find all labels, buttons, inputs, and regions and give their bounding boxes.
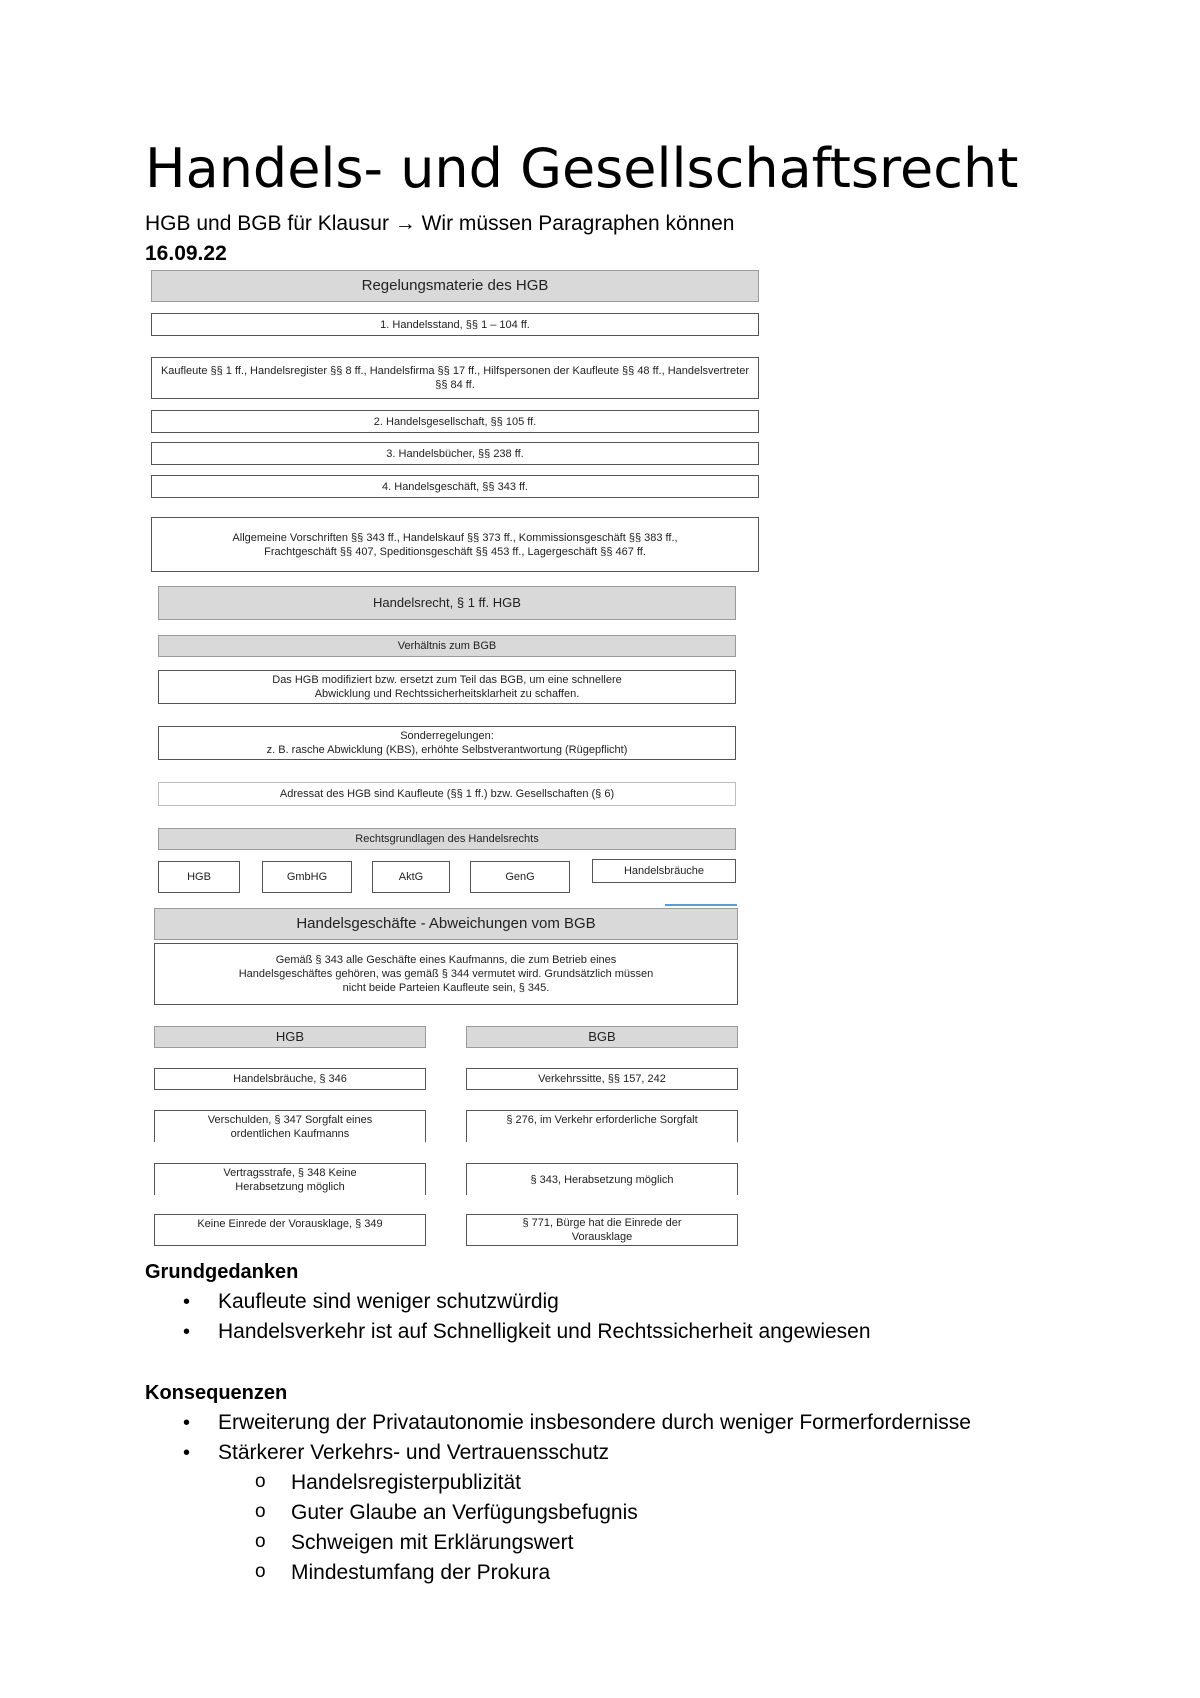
bgb-item: Verkehrssitte, §§ 157, 242 bbox=[466, 1068, 738, 1090]
konsequenzen-list bbox=[145, 1408, 971, 1588]
regelungsmaterie-item: Allgemeine Vorschriften §§ 343 ff., Handelskauf §§ 373 ff., Kommissionsgeschäft §§ 383 ff., Frachtgeschäft §§ 407, Speditionsgeschäft §§ 453 ff., Lagergeschäft §§ 467 ff. bbox=[151, 517, 759, 572]
hgb-column-header: HGB bbox=[154, 1026, 426, 1048]
document-subtitle: HGB und BGB für Klausur → Wir müssen Paragraphen können bbox=[145, 212, 735, 235]
source-handelsbraeuche: Handelsbräuche bbox=[592, 859, 736, 883]
regelungsmaterie-header: Regelungsmaterie des HGB bbox=[151, 270, 759, 302]
relation-text: Das HGB modifiziert bzw. ersetzt zum Teil das BGB, um eine schnellere Abwicklung und Rechtssicherheitsklarheit zu schaffen. bbox=[158, 670, 736, 704]
source-gmbhg: GmbHG bbox=[262, 861, 352, 893]
list-item: • Handelsverkehr ist auf Schnelligkeit und Rechtssicherheit angewiesen bbox=[145, 1317, 871, 1347]
source-geng: GenG bbox=[470, 861, 570, 893]
hgb-item: Handelsbräuche, § 346 bbox=[154, 1068, 426, 1090]
hgb-item: Verschulden, § 347 Sorgfalt eines ordentlichen Kaufmanns bbox=[154, 1110, 426, 1142]
document-date: 16.09.22 bbox=[145, 242, 227, 265]
handelsrecht-header: Handelsrecht, § 1 ff. HGB bbox=[158, 586, 736, 620]
handelsgeschaefte-intro: Gemäß § 343 alle Geschäfte eines Kaufmanns, die zum Betrieb eines Handelsgeschäftes gehören, was gemäß § 344 vermutet wird. Grundsätzlich müssen nicht beide Parteien Kaufleute sein, § 345. bbox=[154, 943, 738, 1005]
addressees-box: Adressat des HGB sind Kaufleute (§§ 1 ff.) bzw. Gesellschaften (§ 6) bbox=[158, 782, 736, 806]
list-item: • Kaufleute sind weniger schutzwürdig bbox=[145, 1287, 871, 1317]
source-aktg: AktG bbox=[372, 861, 450, 893]
document-title: Handels- und Gesellschaftsrecht bbox=[145, 137, 1019, 200]
sub-list-item: o Guter Glaube an Verfügungsbefugnis bbox=[145, 1498, 971, 1528]
source-hgb: HGB bbox=[158, 861, 240, 893]
grundgedanken-list bbox=[145, 1287, 871, 1347]
bgb-item: § 771, Bürge hat die Einrede der Vorausklage bbox=[466, 1214, 738, 1246]
konsequenzen-heading: Konsequenzen bbox=[145, 1382, 288, 1404]
bgb-column-header: BGB bbox=[466, 1026, 738, 1048]
handelsgeschaefte-header: Handelsgeschäfte - Abweichungen vom BGB bbox=[154, 908, 738, 940]
regelungsmaterie-item: 2. Handelsgesellschaft, §§ 105 ff. bbox=[151, 410, 759, 433]
regelungsmaterie-item: 4. Handelsgeschäft, §§ 343 ff. bbox=[151, 475, 759, 498]
special-rules-box bbox=[158, 726, 736, 760]
sub-list-item: o Handelsregisterpublizität bbox=[145, 1468, 971, 1498]
sub-list-item: o Schweigen mit Erklärungswert bbox=[145, 1528, 971, 1558]
regelungsmaterie-item: 1. Handelsstand, §§ 1 – 104 ff. bbox=[151, 313, 759, 336]
special-rules-title: Sonderregelungen: bbox=[400, 730, 494, 742]
regelungsmaterie-item: 3. Handelsbücher, §§ 238 ff. bbox=[151, 442, 759, 465]
special-rules-text: z. B. rasche Abwicklung (KBS), erhöhte Selbstverantwortung (Rügepflicht) bbox=[266, 744, 628, 756]
selection-accent-line bbox=[665, 904, 737, 906]
regelungsmaterie-item: Kaufleute §§ 1 ff., Handelsregister §§ 8 ff., Handelsfirma §§ 17 ff., Hilfspersonen der Kaufleute §§ 48 ff., Handelsvertreter §§ 84 ff. bbox=[151, 357, 759, 399]
bgb-item: § 343, Herabsetzung möglich bbox=[466, 1163, 738, 1195]
sources-header: Rechtsgrundlagen des Handelsrechts bbox=[158, 828, 736, 850]
grundgedanken-heading: Grundgedanken bbox=[145, 1261, 299, 1283]
sub-list-item: o Mindestumfang der Prokura bbox=[145, 1558, 971, 1588]
list-item: • Erweiterung der Privatautonomie insbesondere durch weniger Formerfordernisse bbox=[145, 1408, 971, 1438]
list-item: • Stärkerer Verkehrs- und Vertrauensschutz bbox=[145, 1438, 971, 1468]
hgb-item: Vertragsstrafe, § 348 Keine Herabsetzung möglich bbox=[154, 1163, 426, 1195]
relation-header: Verhältnis zum BGB bbox=[158, 635, 736, 657]
bgb-item: § 276, im Verkehr erforderliche Sorgfalt bbox=[466, 1110, 738, 1142]
hgb-item: Keine Einrede der Vorausklage, § 349 bbox=[154, 1214, 426, 1246]
